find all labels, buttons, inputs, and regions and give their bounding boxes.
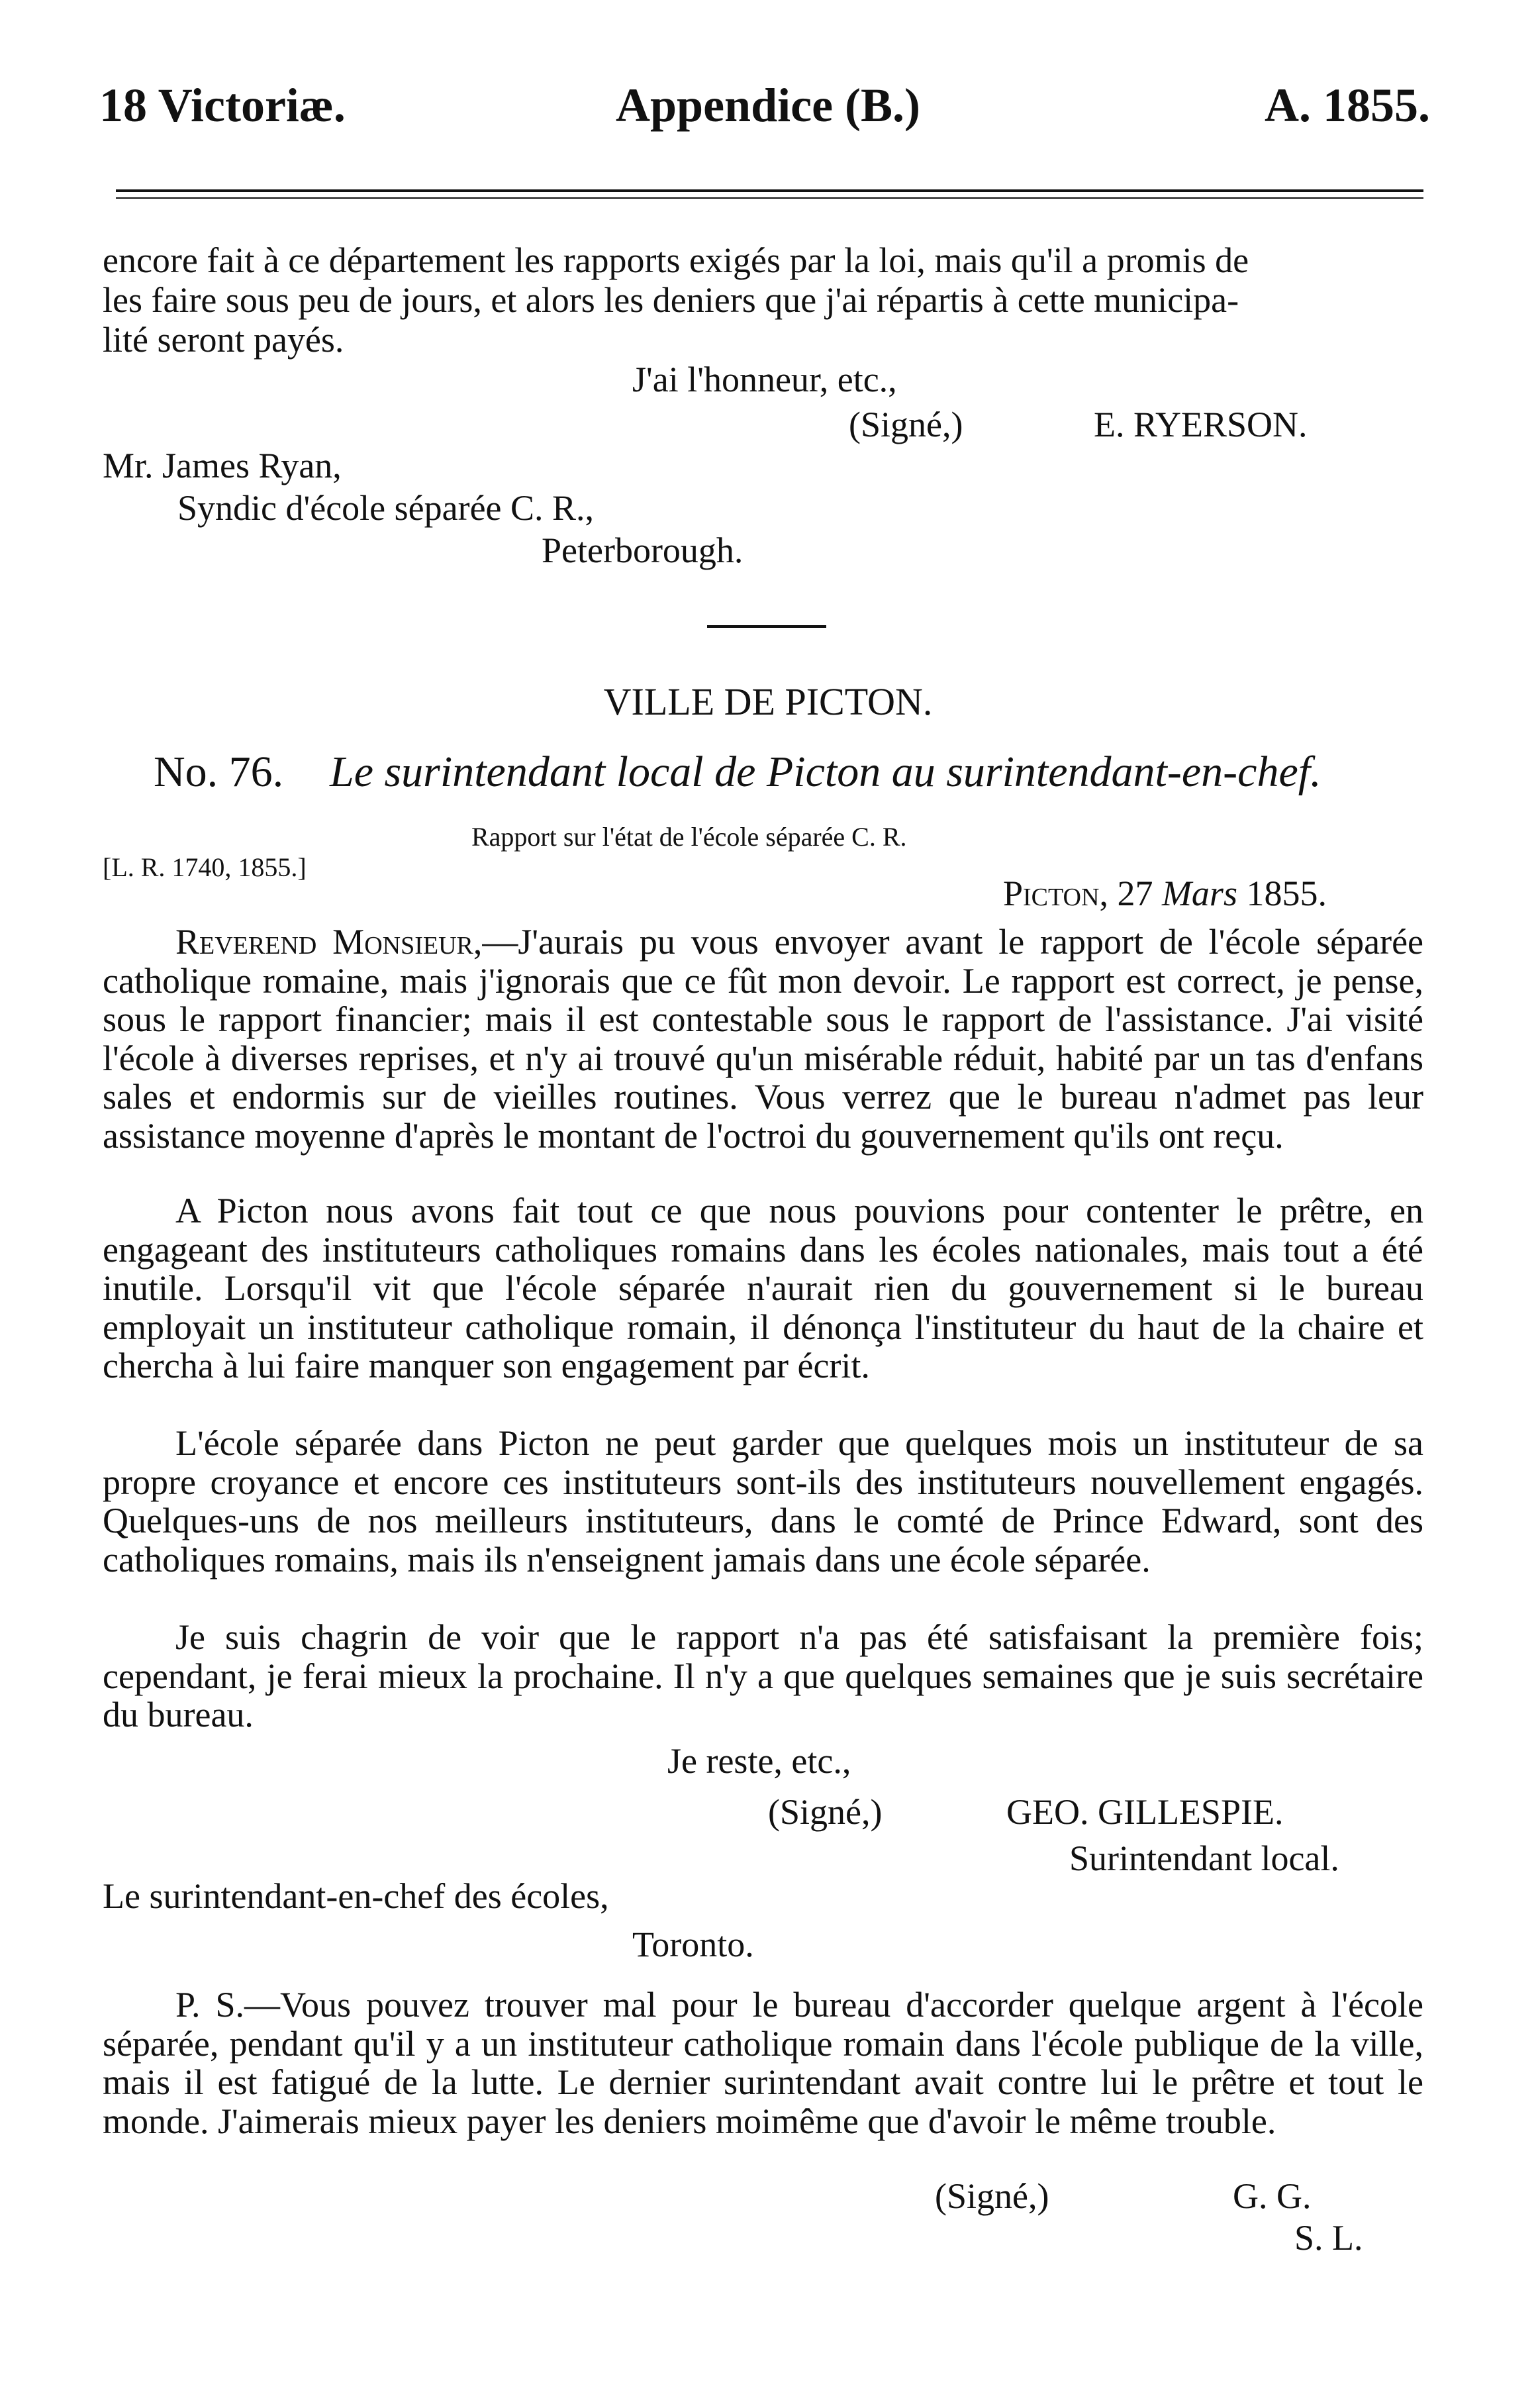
section-title: VILLE DE PICTON. [603, 680, 933, 723]
header-rule-thin [116, 197, 1423, 199]
document-subheading: Rapport sur l'état de l'école séparée C. R. [471, 822, 907, 852]
salutation: Reverend Monsieur, [175, 922, 483, 962]
letter2-dateline [1003, 873, 1327, 914]
letter2-recipient-title: Le surintendant-en-chef des écoles, [103, 1876, 609, 1916]
letter2-recipient-place: Toronto. [632, 1925, 754, 1964]
postscript: P. S.—Vous pouvez trouver mal pour le bureau d'accorder quelque argent à l'école séparée, pendant qu'il y a un instituteur catholique romain dans l'école publique de la ville, mais il est fatigué de la lutte. Le dernier surintendant avait contre lui le prêtre et tout le monde. J'aimerais mieux payer les deniers moimême que d'avoir le même trouble. [103, 1985, 1423, 2141]
letter1-line-2: les faire sous peu de jours, et alors les deniers que j'ai répartis à cette municipa- [103, 280, 1239, 320]
letter2-signe: (Signé,) [768, 1792, 883, 1832]
letter2-paragraph-4: Je suis chagrin de voir que le rapport n'a pas été satisfaisant la première fois; cependant, je ferai mieux la prochaine. Il n'y a que quelques semaines que je suis secrétaire du bureau. [103, 1617, 1423, 1734]
header-session: 18 Victoriæ. [99, 79, 346, 132]
header-year: A. 1855. [1265, 79, 1430, 132]
letter2-paragraph-1 [103, 923, 1423, 1155]
archive-reference: [L. R. 1740, 1855.] [103, 852, 307, 882]
dateline-year: 1855. [1246, 874, 1327, 913]
letter2-paragraph-3: L'école séparée dans Picton ne peut garder que quelques mois un instituteur de sa propre croyance et encore ces instituteurs sont-ils des instituteurs nouvellement engagés. Quelques-uns de nos meilleurs instituteurs, dans le comté de Prince Edward, sont des catholiques romains, mais ils n'enseignent jamais dans une école séparée. [103, 1423, 1423, 1580]
letter2-signatory-title: Surintendant local. [1069, 1838, 1339, 1878]
dateline-day: 27 [1117, 874, 1153, 913]
section-separator [707, 625, 826, 628]
dateline-place: Picton, [1003, 874, 1108, 913]
letter1-recipient-name: Mr. James Ryan, [103, 446, 342, 485]
letter1-signe: (Signé,) [849, 405, 963, 444]
document-heading: Le surintendant local de Picton au surintendant-en-chef. [330, 748, 1321, 796]
letter1-closing: J'ai l'honneur, etc., [632, 360, 897, 399]
document-number: No. 76. [154, 748, 284, 796]
letter2-signature: GEO. GILLESPIE. [1006, 1792, 1284, 1832]
letter1-recipient-title: Syndic d'école séparée C. R., [177, 488, 595, 528]
header-rule-thick [116, 189, 1423, 192]
letter1-signature: E. RYERSON. [1094, 405, 1308, 444]
postscript-initials-1: G. G. [1233, 2176, 1312, 2216]
letter1-line-1: encore fait à ce département les rapports exigés par la loi, mais qu'il a promis de [103, 240, 1249, 280]
letter2-paragraph-2: A Picton nous avons fait tout ce que nous pouvions pour contenter le prêtre, en engageant des instituteurs catholiques romains dans les écoles nationales, mais tout a été inutile. Lorsqu'il vit que l'école séparée n'aurait rien du gouvernement si le bureau employait un instituteur catholique romain, il dénonça l'instituteur du haut de la chaire et chercha à lui faire manquer son engagement par écrit. [103, 1191, 1423, 1385]
dateline-month: Mars [1161, 874, 1237, 913]
header-appendix: Appendice (B.) [615, 79, 921, 132]
letter1-line-3: lité seront payés. [103, 320, 344, 360]
letter2-paragraph-1-text: —J'aurais pu vous envoyer avant le rapport de l'école séparée catholique romaine, mais j'ignorais que ce fût mon devoir. Le rapport est correct, je pense, sous le rapport financier; mais il est contestable sous le rapport de l'assistance. J'ai visité l'école à diverses reprises, et n'y ai trouvé qu'un misérable réduit, habité par un tas d'enfans sales et endormis sur de vieilles routines. Vous verrez que le bureau n'admet pas leur assistance moyenne d'après le montant de l'octroi du gouvernement qu'ils ont reçu. [103, 922, 1423, 1156]
letter2-closing: Je reste, etc., [667, 1741, 851, 1781]
postscript-signe: (Signé,) [935, 2176, 1049, 2216]
letter1-recipient-place: Peterborough. [542, 530, 744, 570]
postscript-initials-2: S. L. [1294, 2218, 1363, 2258]
